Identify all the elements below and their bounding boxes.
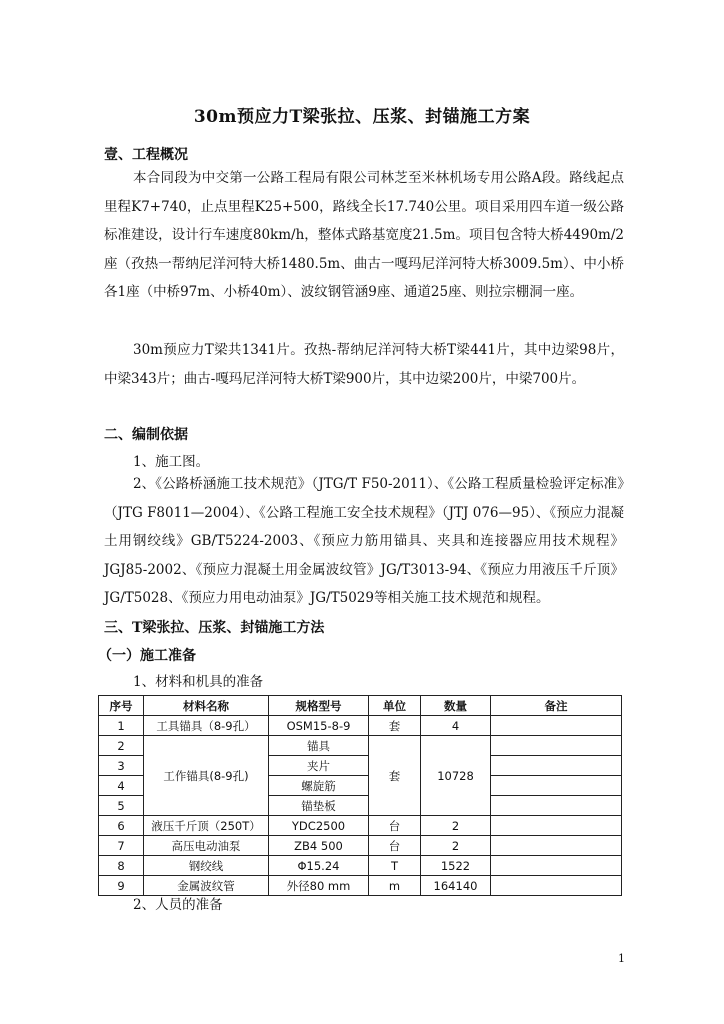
cell-unit: 套 [369,716,421,736]
cell-unit: 套 [369,736,421,816]
cell-name: 工作锚具(8-9孔) [144,736,269,816]
cell-no: 8 [99,856,144,876]
cell-unit: 台 [369,816,421,836]
page-number: 1 [618,952,625,965]
header-cell: 规格型号 [269,696,369,716]
cell-unit: T [369,856,421,876]
personnel-heading: 2、人员的准备 [133,897,223,913]
cell-no: 5 [99,796,144,816]
header-cell: 备注 [491,696,622,716]
cell-spec: Φ15.24 [269,856,369,876]
section-1-heading: 壹、工程概况 [104,147,188,163]
cell-unit: m [369,876,421,896]
cell-name: 高压电动油泵 [144,836,269,856]
cell-spec: 锚具 [269,736,369,756]
materials-heading: 1、材料和机具的准备 [133,674,264,690]
subsection-heading: （一）施工准备 [98,648,196,664]
cell-spec: ZB4 500 [269,836,369,856]
cell-name: 工具锚具（8-9孔） [144,716,269,736]
header-cell: 数量 [421,696,491,716]
cell-name: 钢绞线 [144,856,269,876]
cell-remark [491,756,622,776]
cell-spec: 夹片 [269,756,369,776]
cell-name: 金属波纹管 [144,876,269,896]
cell-spec: 螺旋筋 [269,776,369,796]
section-3-heading: 三、T梁张拉、压浆、封锚施工方法 [104,620,325,636]
cell-remark [491,876,622,896]
cell-no: 7 [99,836,144,856]
header-cell: 材料名称 [144,696,269,716]
table-row [99,716,622,736]
cell-remark [491,776,622,796]
cell-qty: 4 [421,716,491,736]
cell-spec: 锚垫板 [269,796,369,816]
cell-qty: 164140 [421,876,491,896]
cell-remark [491,716,622,736]
cell-qty: 1522 [421,856,491,876]
header-cell: 单位 [369,696,421,716]
cell-no: 9 [99,876,144,896]
table-header-row [99,696,622,716]
cell-name: 液压千斤顶（250T） [144,816,269,836]
cell-qty: 2 [421,836,491,856]
cell-qty: 2 [421,816,491,836]
cell-no: 1 [99,716,144,736]
materials-table [98,695,622,896]
section-1-paragraph-1: 本合同段为中交第一公路工程局有限公司林芝至米林机场专用公路A段。路线起点里程K7+740，止点里程K25+500，路线全长17.740公里。项目采用四车道一级公路标准建设，设计行车速度80km/h，整体式路基宽度21.5m。项目包含特大桥4490m/2座（孜热一帮纳尼洋河特大桥1480.5m、曲古一嘎玛尼洋河特大桥3009.5m）、中小桥各1座（中桥97m、小桥40m）、波纹钢管涵9座、通道25座、则拉宗棚洞一座。 [104,170,624,300]
cell-spec: OSM15-8-9 [269,716,369,736]
cell-no: 4 [99,776,144,796]
cell-remark [491,796,622,816]
cell-remark [491,736,622,756]
cell-no: 6 [99,816,144,836]
cell-spec: YDC2500 [269,816,369,836]
section-1-paragraph-2: 30m预应力T梁共1341片。孜热-帮纳尼洋河特大桥T梁441片，其中边梁98片，中梁343片；曲古-嘎玛尼洋河特大桥T梁900片，其中边梁200片，中梁700片。 [104,342,624,387]
cell-no: 3 [99,756,144,776]
table-row [99,816,622,836]
table-row [99,736,622,756]
document-title: 30m预应力T梁张拉、压浆、封锚施工方案 [193,107,531,127]
section-2-item-1: 1、施工图。 [133,454,210,470]
cell-unit: 台 [369,836,421,856]
cell-remark [491,836,622,856]
cell-no: 2 [99,736,144,756]
cell-qty: 10728 [421,736,491,816]
section-2-heading: 二、编制依据 [104,427,188,443]
table-row [99,836,622,856]
header-cell: 序号 [99,696,144,716]
cell-spec: 外径80 mm [269,876,369,896]
section-2-item-2: 2、《公路桥涵施工技术规范》（JTG/T F50-2011）、《公路工程质量检验评定标准》（JTG F8011—2004）、《公路工程施工安全技术规程》（JTJ 076—95）、《预应力混凝土用钢绞线》GB/T5224-2003、《预应力筋用锚具、夹具和连接器应用技术规程》JGJ85-2002、《预应力混凝土用金属波纹管》JG/T3013-94、《预应力用液压千斤顶》JG/T5028、《预应力用电动油泵》JG/T5029等相关施工技术规范和规程。 [104,476,624,606]
cell-remark [491,856,622,876]
table-row [99,856,622,876]
cell-remark [491,816,622,836]
